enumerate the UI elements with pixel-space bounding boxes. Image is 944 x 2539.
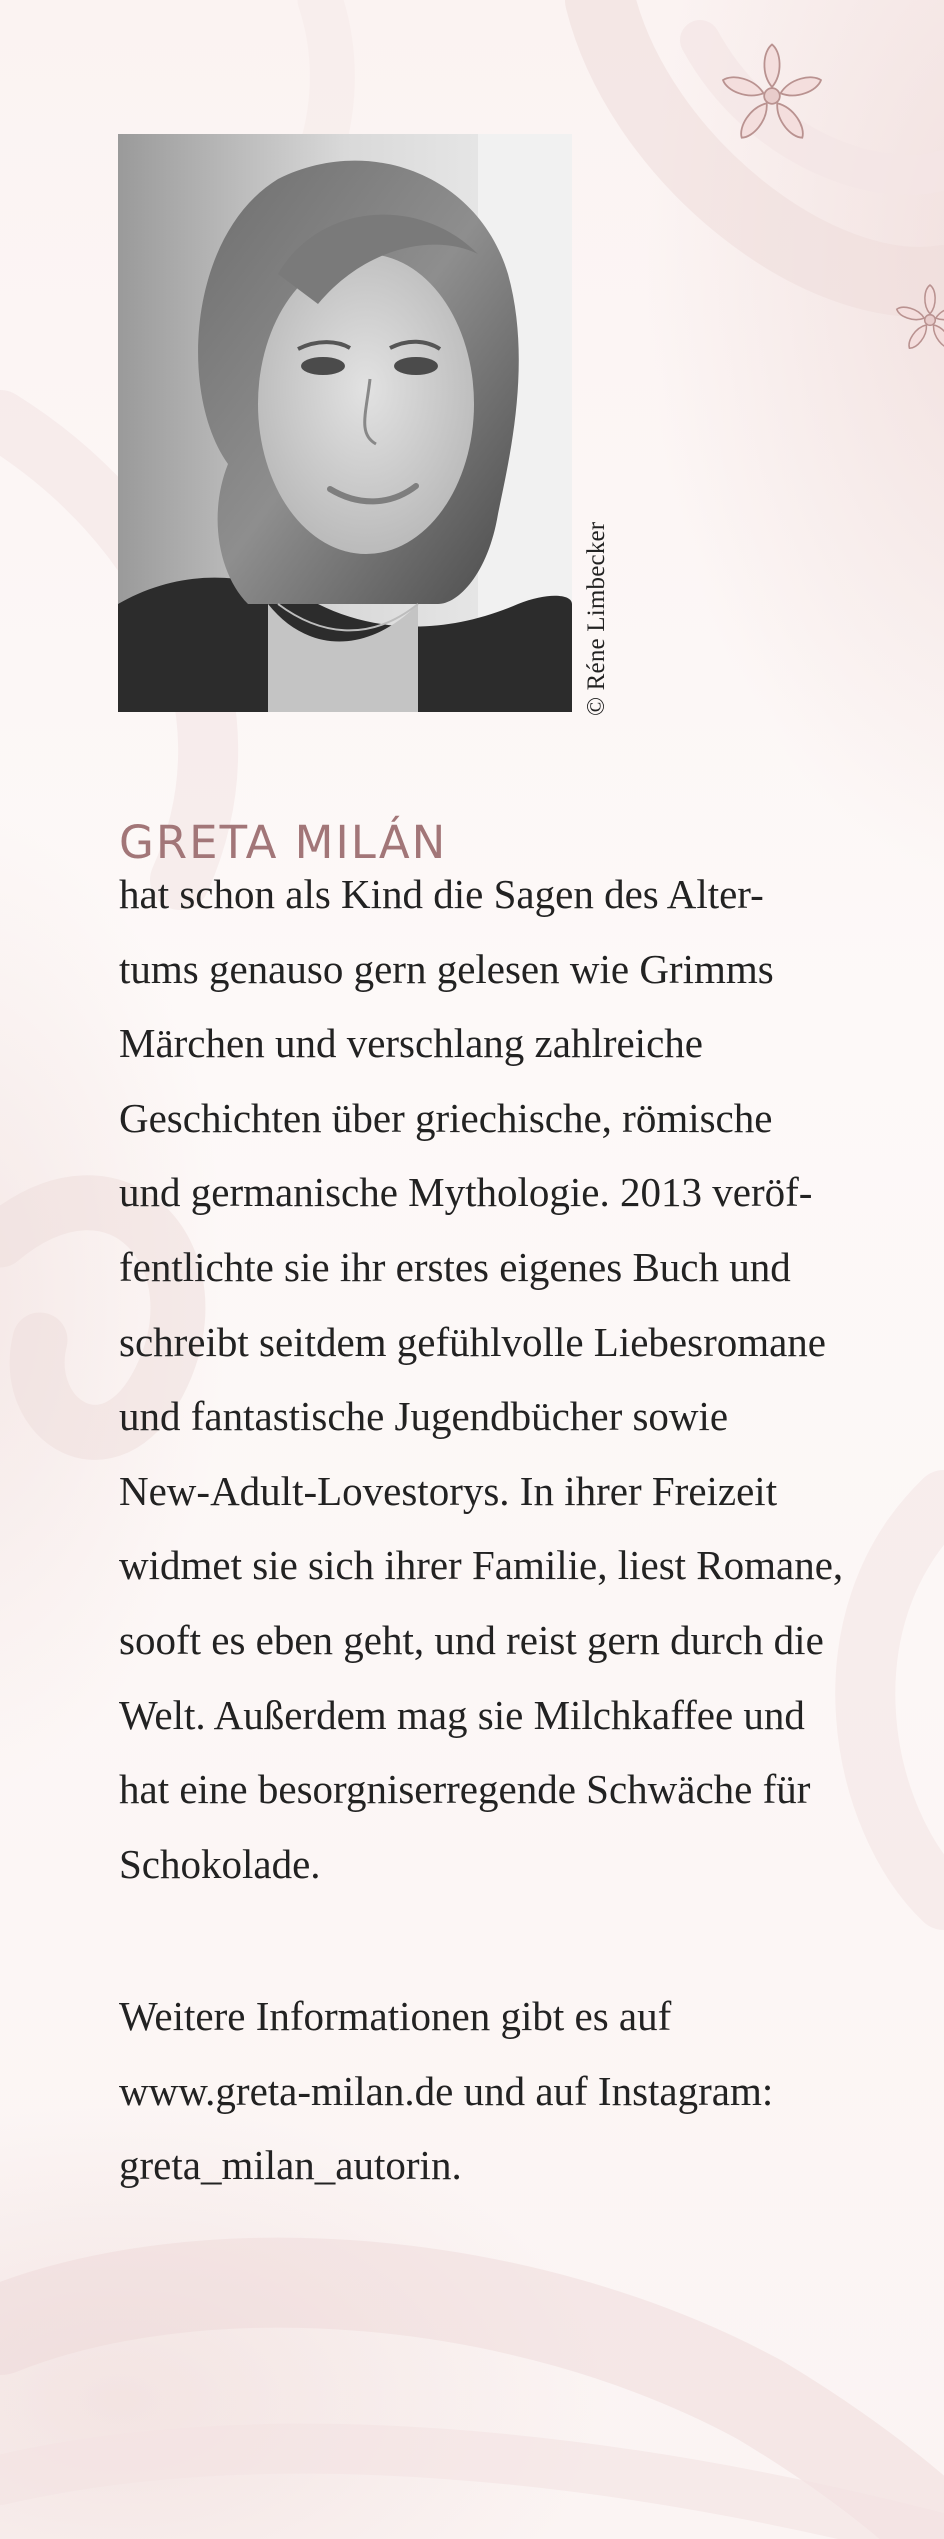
info-line: Weitere Informationen gibt es auf xyxy=(119,1993,672,2039)
bio-line: sooft es eben geht, und reist gern durch die xyxy=(119,1616,824,1663)
bio-line: Schokolade. xyxy=(119,1840,321,1887)
author-biography xyxy=(119,857,919,1901)
photo-credit: © Réne Limbecker xyxy=(583,521,610,716)
flower-ornament-icon xyxy=(716,40,828,152)
author-portrait-photo xyxy=(118,134,572,712)
bio-line: tums genauso gern gelesen wie Grimms xyxy=(119,945,774,992)
flower-ornament-icon xyxy=(892,282,944,358)
info-line: www.greta-milan.de und auf Instagram: xyxy=(119,2067,774,2114)
bio-line: schreibt seitdem gefühlvolle Liebesromane xyxy=(119,1318,827,1365)
bio-line: hat eine besorgniserregende Schwäche für xyxy=(119,1766,811,1813)
author-name-heading: GRETA MILÁN xyxy=(119,816,448,870)
bio-line: fentlichte sie ihr erstes eigenes Buch und xyxy=(119,1243,791,1290)
bio-line: widmet sie sich ihrer Familie, liest Romane, xyxy=(119,1542,844,1589)
bio-line: und fantastische Jugendbücher sowie xyxy=(119,1393,729,1440)
more-information-paragraph xyxy=(119,1979,919,2203)
bio-line: Märchen und verschlang zahlreiche xyxy=(119,1020,703,1067)
bio-line: Welt. Außerdem mag sie Milchkaffee und xyxy=(119,1691,805,1738)
bio-line: New-Adult-Lovestorys. In ihrer Freizeit xyxy=(119,1467,778,1514)
bio-line: Geschichten über griechische, römische xyxy=(119,1094,773,1141)
info-line: greta_milan_autorin. xyxy=(119,2142,462,2189)
bio-line: hat schon als Kind die Sagen des Alter- xyxy=(119,871,764,917)
bio-line: und germanische Mythologie. 2013 veröf- xyxy=(119,1169,813,1216)
